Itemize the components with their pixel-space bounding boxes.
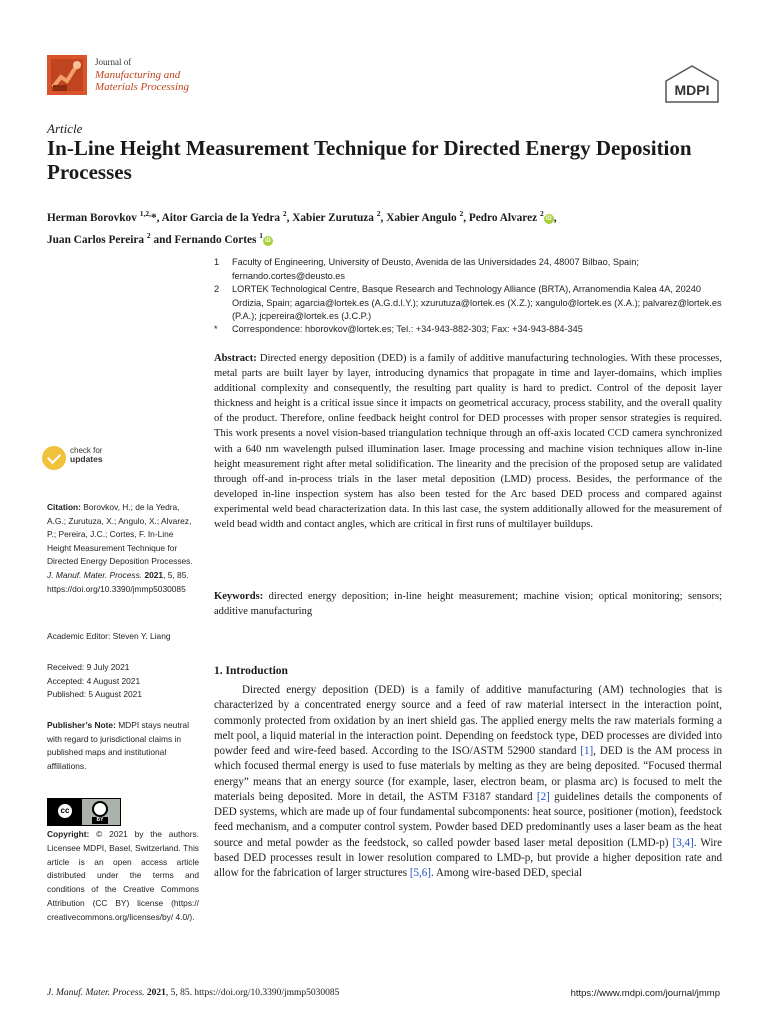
citation-text: Borovkov, H.; de la Yedra, A.G.; Zurutuza, X.; Angulo, X.; Alvarez, P.; Pereira, J.C.; Cortes, F. In-Line Height Measurement Technique for Directed Energy Deposition Processes. xyxy=(47,502,193,567)
author-list xyxy=(47,205,727,249)
section-heading: 1. Introduction xyxy=(214,665,288,677)
orcid-icon[interactable]: iD xyxy=(264,237,271,244)
footer-journal-url[interactable]: https://www.mdpi.com/journal/jmmp xyxy=(570,988,720,999)
accepted-date: Accepted: 4 August 2021 xyxy=(47,675,141,686)
abstract-text: Directed energy deposition (DED) is a family of additive manufacturing technologies. With these processes, metal parts are built layer by layer, introducing dynamics that propagate in time and layer-domains, which implies additional complexity and consequently, the resulting part quality is hard to predict. Control of the deposit layer thickness and height is a critical issue since it impacts on geometrical accuracy, process stability, and the overall quality of the product. Therefore, online feedback height control for DED processes with proper sensor strategies is required. This work presents a novel vision-based triangulation technique through an off-axis located CCD camera synchronized with a 640 nm wavelength pulsed illumination laser. Image processing and machine vision techniques allow in-line height measurement right after metal solidification. The linearity and the precision of the proposed setup are validated through off-and in-process trials in the laser metal deposition (LMD) process. Besides, the performance of the developed in-line inspection system has also been tested for the Arc based DED process and compared against experimental weld bead characterization data. In this last case, the system additionally allowed for the measurement of weld bead width and contact angles, which are critical in first runs of multilayer buildups. xyxy=(214,353,722,531)
affiliation-mark: 1 xyxy=(214,257,220,267)
affiliation-2 xyxy=(214,283,734,323)
affiliation-text: LORTEK Technological Centre, Basque Research and Technology Alliance (BRTA), Arranomendia Kalea 4A, 20240 Ordizia, Spain; agarcia@lortek.es (A.G.d.l.Y.); xzurutuza@lortek.es (X.Z.); xangulo@lortek.es (X.A.); palvarez@lortek.es (P.A.); jcpereira@lortek.es (J.C.P.) xyxy=(232,284,722,321)
person-icon xyxy=(92,801,108,817)
affiliation-mark: 2 xyxy=(214,284,220,294)
citation-tail[interactable]: , 5, 85. https://doi.org/10.3390/jmmp5030085 xyxy=(47,569,189,594)
correspondence-text: Correspondence: hborovkov@lortek.es; Tel.: +34-943-882-303; Fax: +34-943-884-345 xyxy=(232,324,583,334)
citation-journal: J. Manuf. Mater. Process. xyxy=(47,569,143,580)
author-alvarez[interactable]: Pedro Alvarez $^2$ xyxy=(468,209,544,224)
citation-label: Citation: xyxy=(47,502,81,512)
check-line1: check for xyxy=(70,446,103,455)
author-cortes[interactable]: Fernando Cortes $^1$ xyxy=(174,230,263,246)
checkmark-icon xyxy=(42,446,66,470)
footer-tail: , 5, 85. https://doi.org/10.3390/jmmp5030085 xyxy=(165,988,340,998)
authors-line2: Juan Carlos Pereira $^2$ and Fernando Cortes $^1$iD xyxy=(47,230,271,246)
cc-icon: cc xyxy=(56,802,74,820)
author-angulo[interactable]: Xabier Angulo $^2$ xyxy=(386,209,464,224)
reference-link[interactable]: [5,6] xyxy=(409,867,431,879)
footer-journal: J. Manuf. Mater. Process. xyxy=(47,988,145,998)
published-date: Published: 5 August 2021 xyxy=(47,689,142,700)
author-garcia[interactable]: Aitor Garcia de la Yedra $^2$ xyxy=(161,209,287,224)
correspondence xyxy=(214,323,734,337)
reference-link[interactable]: [3,4] xyxy=(672,836,694,849)
author-zurutuza[interactable]: Xabier Zurutuza $^2$ xyxy=(292,209,381,224)
check-for-updates-badge[interactable] xyxy=(42,444,132,474)
copyright-label: Copyright: xyxy=(47,829,90,839)
reference-link[interactable]: [1] xyxy=(580,745,594,757)
abstract-label: Abstract: xyxy=(214,353,257,364)
journal-prefix: Journal of xyxy=(95,57,132,67)
introduction-paragraph: Directed energy deposition (DED) is a family of additive manufacturing (AM) technologies that is characterized by a concentrated energy source and a feed of raw material intersect in the interaction point, commonly protected from oxidation by an inert shield gas. The applied energy melts the raw materials forming a melt pool, a liquid material in the interaction point. Depending on feedstock type, DED processes are divided into powder feed and wire-feed based. According to the ISO/ASTM 52900 standard [1], DED is the AM process in which focused thermal energy is used to fuse materials by melting as they are being deposited. “Focused thermal energy” means that an energy source (for example, laser, electron beam, or plasma arc) is focused to melt the materials being deposited. More in detail, the ASTM F3187 standard [2] guidelines details the components of DED systems, which are made up of four fundamental subcomponents: heat source, positioner (motion), feedstock feed mechanism, and a computer control system. Powder based DED predominantly uses a laser beam as the heat source and metal powder as the feedstock, so called powder based laser metal deposition (LMD-p) [3,4]. Wire based DED processes result in lower resolution compared to LMD-p, but provide a higher deposition rate and allow for the fabrication of larger structures [5,6]. Among wire-based DED, special xyxy=(214,684,723,879)
journal-name[interactable] xyxy=(95,69,235,93)
publisher-note-text: MDPI stays neutral with regard to jurisdictional claims in published maps and institutional affiliations. xyxy=(47,720,189,771)
affiliation-mark: * xyxy=(214,324,218,334)
publication-dates xyxy=(47,661,199,702)
authors-line1: Herman Borovkov $^{1,2,}$*, Aitor Garcia de la Yedra $^2$, Xabier Zurutuza $^2$, Xabier Angulo $^2$, Pedro Alvarez $^2$iD , xyxy=(47,209,557,224)
keywords xyxy=(214,589,722,619)
journal-name-line1: Manufacturing and xyxy=(95,69,181,81)
citation-year: 2021 xyxy=(144,569,164,580)
copyright-text: © 2021 by the authors. Licensee MDPI, Basel, Switzerland. This article is an open access article distributed under the terms and conditions of the Creative Commons Attribution (CC BY) license (https:// creativecommons.org/licenses/by/ 4.0/). xyxy=(47,829,200,922)
footer-year: 2021 xyxy=(146,988,166,998)
author-borovkov[interactable]: Herman Borovkov $^{1,2,}$* xyxy=(47,209,157,224)
abstract xyxy=(214,351,722,532)
reference-link[interactable]: [2] xyxy=(536,790,550,803)
journal-logo-icon xyxy=(47,55,87,95)
orcid-icon[interactable]: iD xyxy=(545,215,552,222)
mdpi-logo-text: MDPI xyxy=(674,82,710,98)
academic-editor: Academic Editor: Steven Y. Liang xyxy=(47,631,171,641)
citation-block xyxy=(47,501,199,596)
article-type: Article xyxy=(47,121,83,136)
keywords-label: Keywords: xyxy=(214,591,264,602)
received-date: Received: 9 July 2021 xyxy=(47,662,130,672)
article-title: In-Line Height Measurement Technique for Directed Energy Deposition Processes xyxy=(47,136,692,184)
affiliation-1 xyxy=(214,256,734,283)
mdpi-logo-icon[interactable] xyxy=(662,64,722,104)
footer-citation xyxy=(47,988,339,998)
copyright-notice xyxy=(47,828,199,925)
publisher-note-label: Publisher’s Note: xyxy=(47,720,116,730)
affiliation-text: Faculty of Engineering, University of Deusto, Avenida de las Universidades 24, 48007 Bilbao, Spain; fernando.cortes@deusto.es xyxy=(232,257,639,281)
keywords-text: directed energy deposition; in-line height measurement; machine vision; optical monitoring; sensors; additive manufacturing xyxy=(214,591,722,618)
cc-by-license-icon[interactable] xyxy=(47,798,121,826)
author-pereira[interactable]: Juan Carlos Pereira $^2$ xyxy=(47,230,151,246)
publisher-note xyxy=(47,719,199,773)
journal-name-line2: Materials Processing xyxy=(95,81,189,93)
check-line2: updates xyxy=(70,454,103,464)
by-label: BY xyxy=(92,817,108,824)
